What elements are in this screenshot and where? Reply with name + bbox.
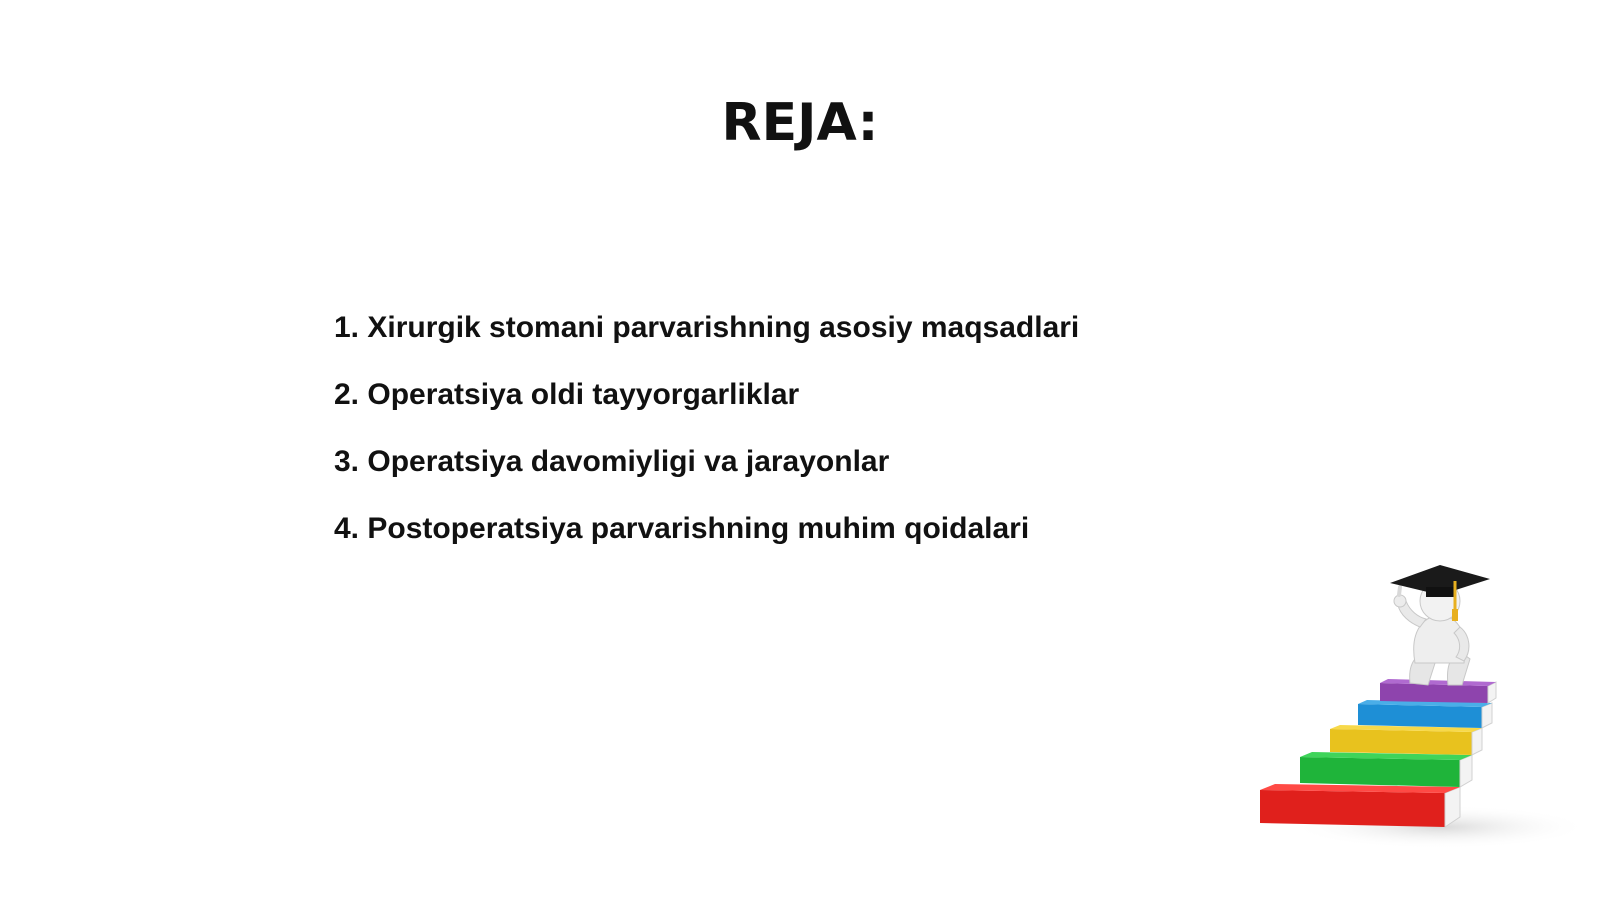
plan-list	[334, 310, 1079, 578]
green-book	[1300, 752, 1472, 787]
yellow-book	[1330, 725, 1482, 755]
graduate-figure	[1390, 565, 1490, 685]
blue-book	[1358, 700, 1492, 728]
plan-item-4: 4. Postoperatsiya parvarishning muhim qoidalari	[334, 512, 1030, 545]
plan-item-2: 2. Operatsiya oldi tayyorgarliklar	[334, 378, 800, 411]
slide-title: REJA:	[721, 93, 879, 153]
red-book	[1260, 784, 1460, 827]
plan-item-1: 1. Xirurgik stomani parvarishning asosiy maqsadlari	[334, 311, 1080, 344]
graduate-on-books-icon	[1250, 565, 1590, 865]
purple-book	[1380, 679, 1496, 703]
plan-item-3: 3. Operatsiya davomiyligi va jarayonlar	[334, 445, 890, 478]
